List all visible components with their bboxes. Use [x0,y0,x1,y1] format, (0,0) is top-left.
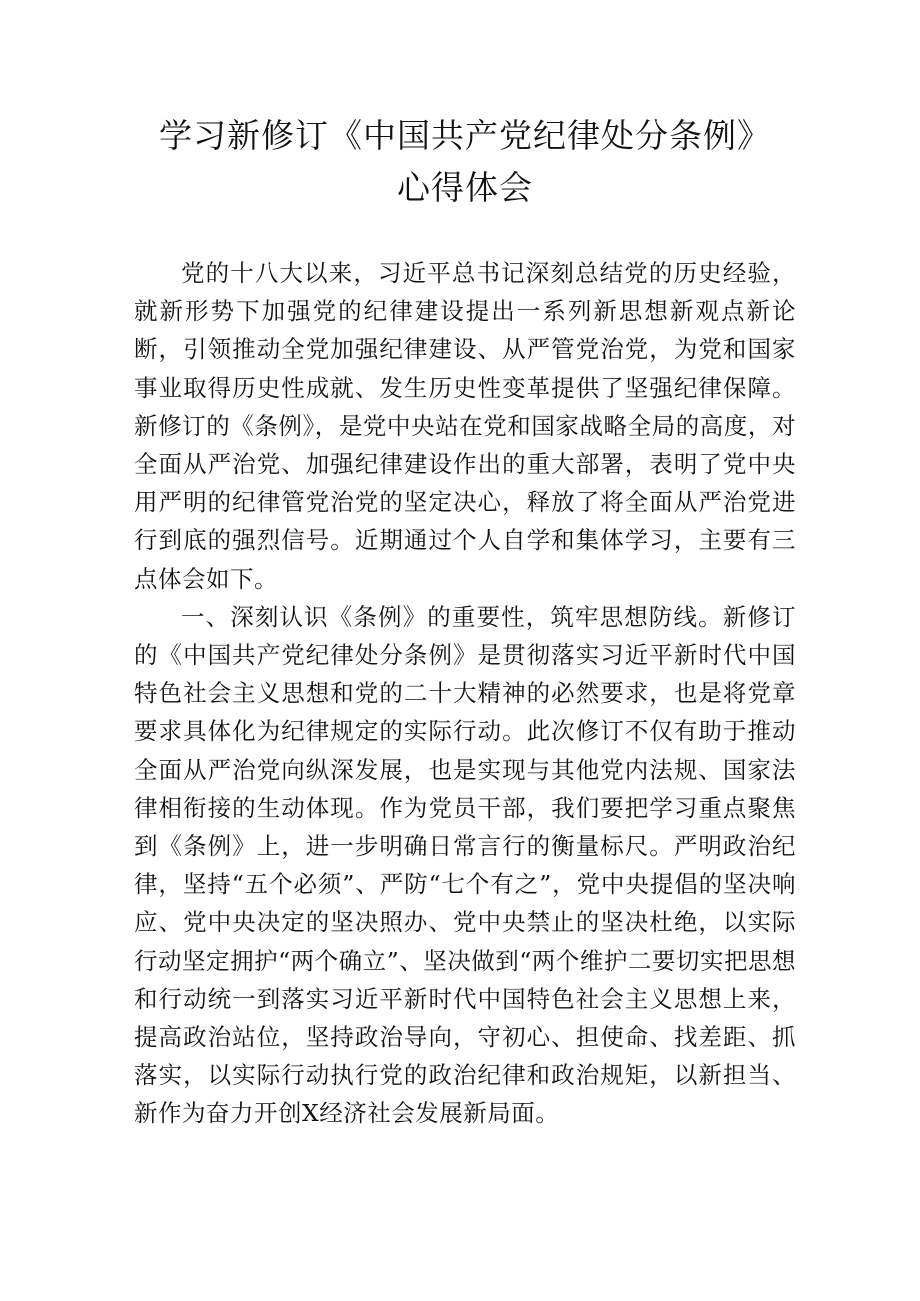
paragraph-intro: 党的十八大以来，习近平总书记深刻总结党的历史经验，就新形势下加强党的纪律建设提出一系列新思想新观点新论断，引领推动全党加强纪律建设、从严管党治党，为党和国家事业取得历史性成就、发生历史性变革提供了坚强纪律保障。新修订的《条例》，是党中央站在党和国家战略全局的高度，对全面从严治党、加强纪律建设作出的重大部署，表明了党中央用严明的纪律管党治党的坚定决心，释放了将全面从严治党进行到底的强烈信号。近期通过个人自学和集体学习，主要有三点体会如下。 [134,259,796,593]
document-body [134,254,796,1133]
document-title: 学习新修订《中国共产党纪律处分条例》心得体会 [159,116,771,207]
paragraph-point-one: 一、深刻认识《条例》的重要性，筑牢思想防线。新修订的《中国共产党纪律处分条例》是贯彻落实习近平新时代中国特色社会主义思想和党的二十大精神的必然要求，也是将党章要求具体化为纪律规定的实际行动。此次修订不仅有助于推动全面从严治党向纵深发展，也是实现与其他党内法规、国家法律相衔接的生动体现。作为党员干部，我们要把学习重点聚焦到《条例》上，进一步明确日常言行的衡量标尺。严明政治纪律，坚持“五个必须”、严防“七个有之”，党中央提倡的坚决响应、党中央决定的坚决照办、党中央禁止的坚决杜绝，以实际行动坚定拥护“两个确立”、坚决做到“两个维护二要切实把思想和行动统一到落实习近平新时代中国特色社会主义思想上来，提高政治站位，坚持政治导向，守初心、担使命、找差距、抓落实，以实际行动执行党的政治纪律和政治规矩，以新担当、新作为奋力开创X经济社会发展新局面。 [134,602,796,1128]
